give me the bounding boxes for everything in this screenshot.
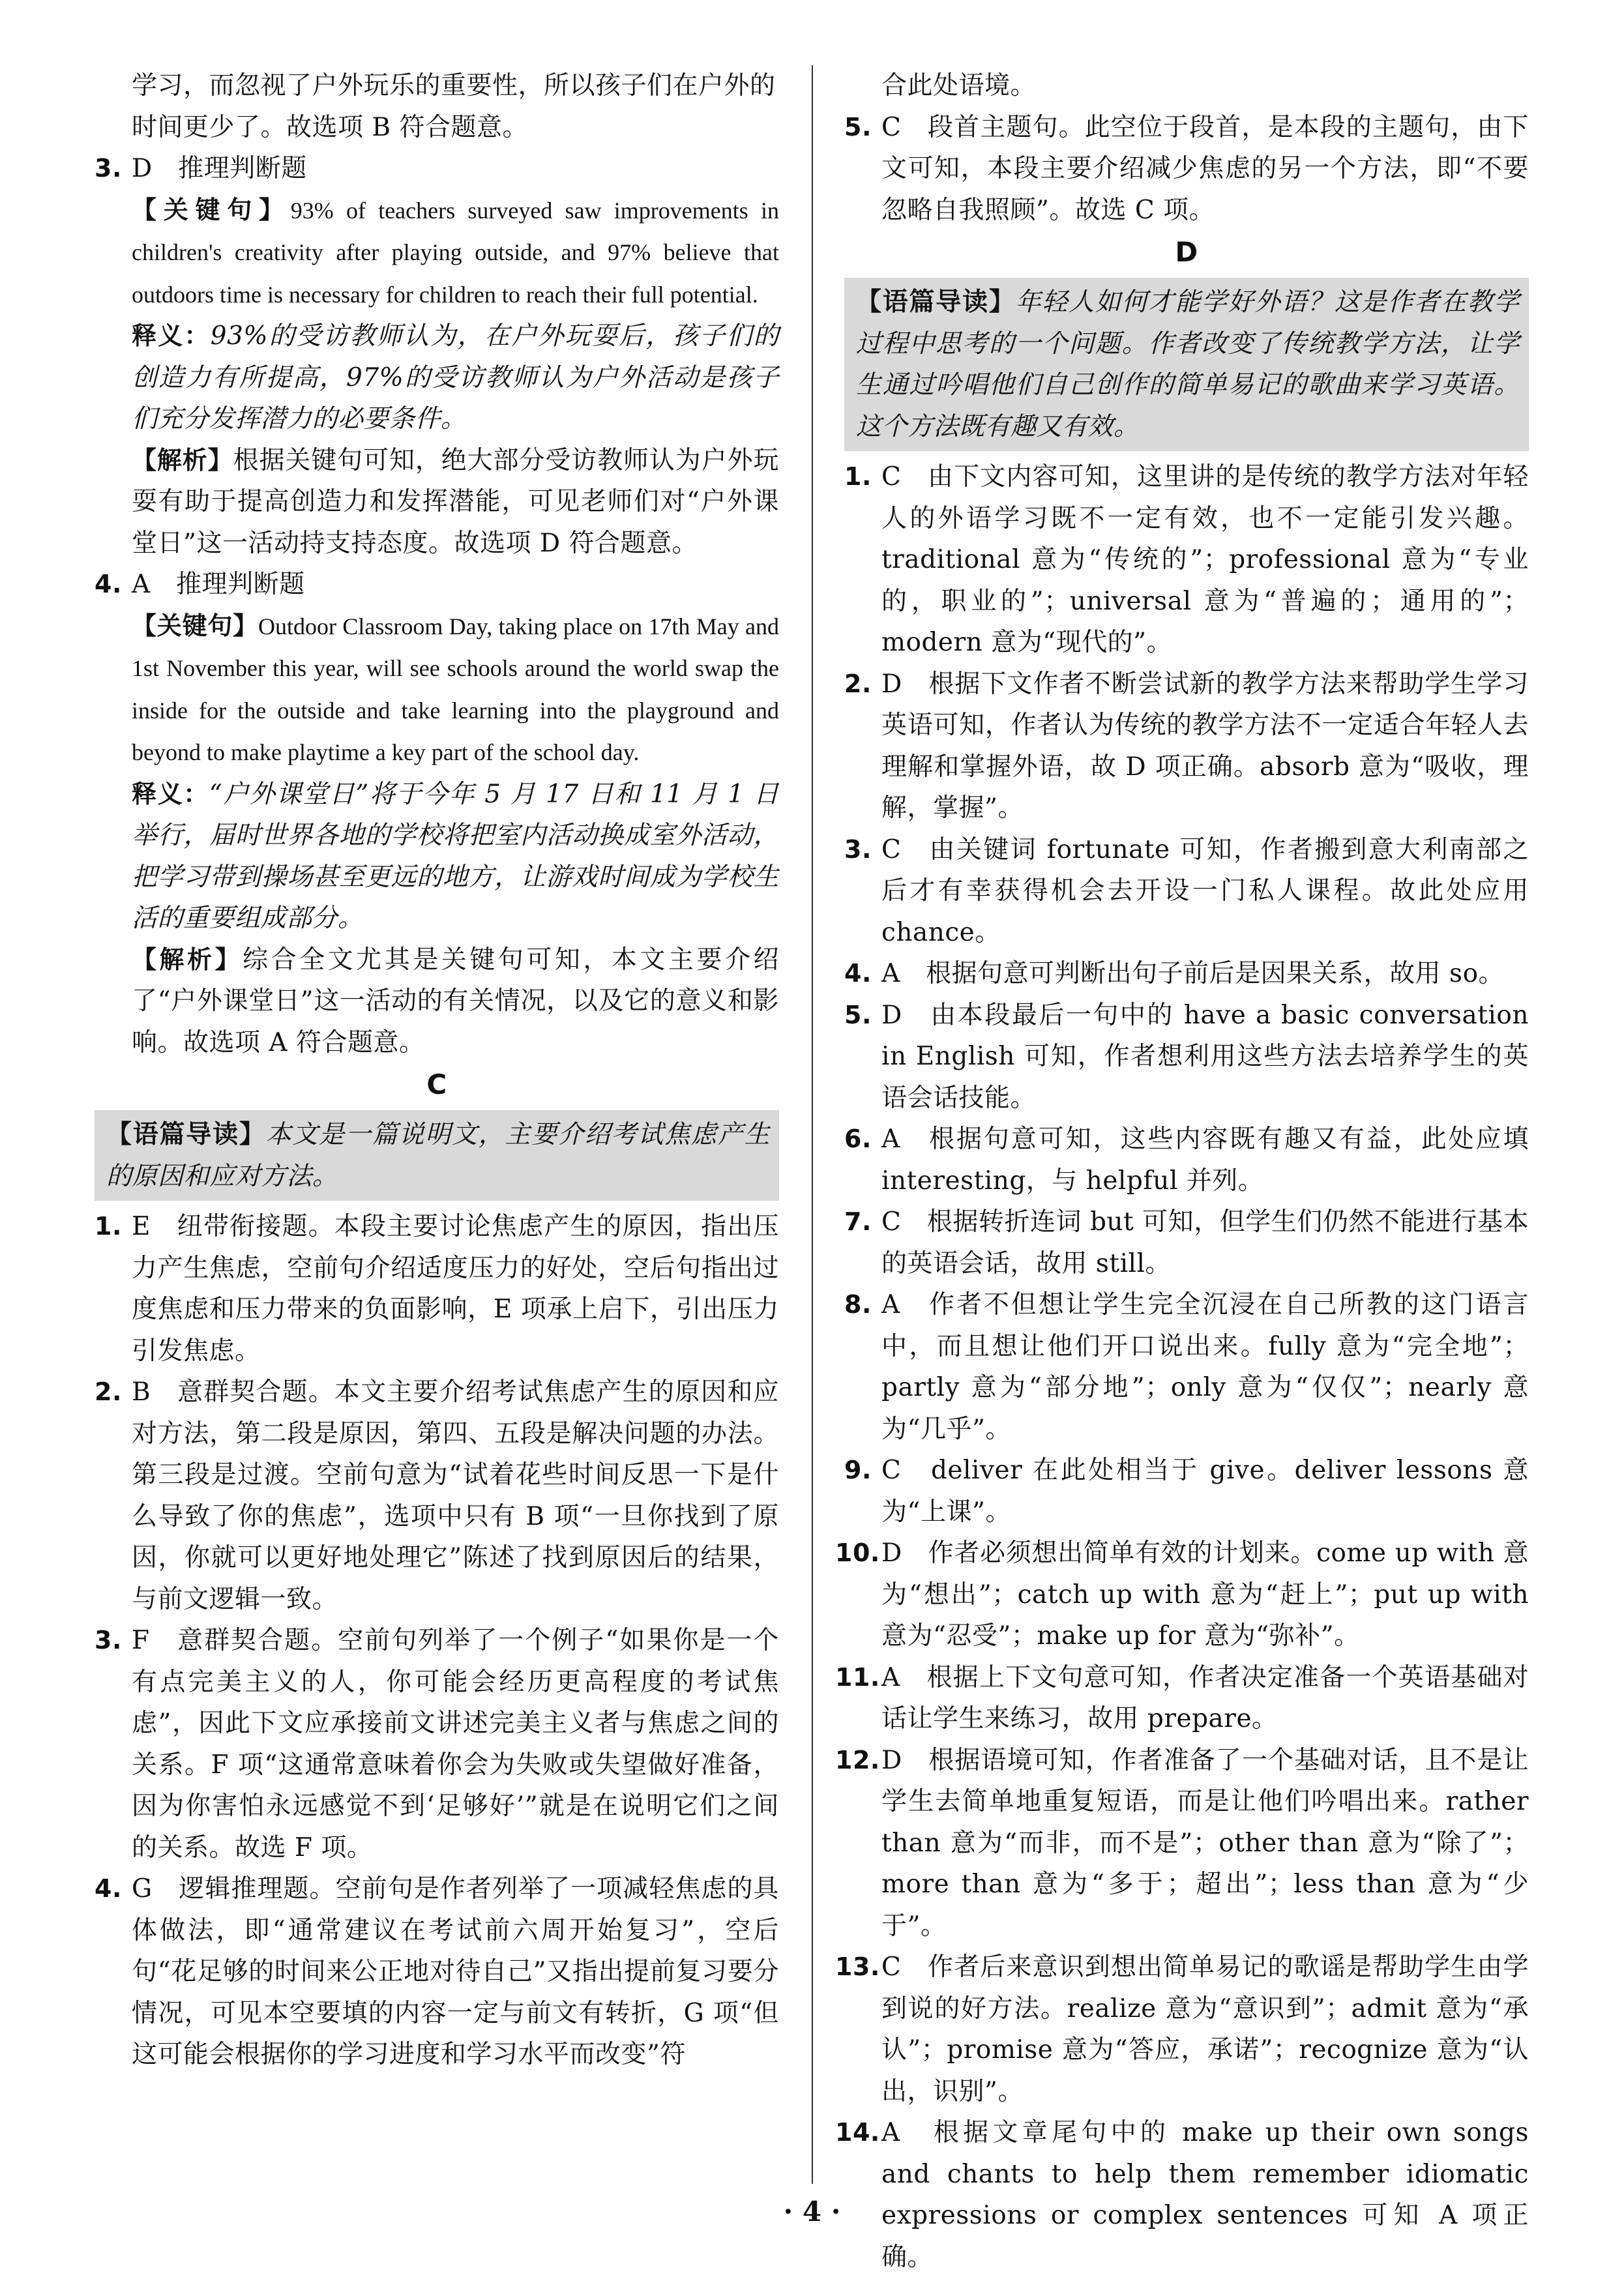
page-number: · 4 · xyxy=(783,2196,841,2228)
c-answer-4 xyxy=(95,1868,779,2076)
analysis-label: 【解析】 xyxy=(132,945,243,974)
analysis-text: 综合全文尤其是关键句可知，本文主要介绍了“户外课堂日”这一活动的有关情况，以及它的意义和影响。故选项 A 符合题意。 xyxy=(132,945,779,1057)
answer-number: 4. xyxy=(95,570,122,598)
answer-number: 5. xyxy=(844,112,872,141)
answer-number: 7. xyxy=(844,1207,872,1236)
section-d-guide xyxy=(844,278,1529,451)
continuation-line: 合此处语境。 xyxy=(881,71,1037,100)
answer-number: 3. xyxy=(95,154,122,183)
d-answer-1 xyxy=(844,456,1529,664)
answer-number: 9. xyxy=(844,1456,872,1484)
intro-line-2: 时间更少了。故选项 B 符合题意。 xyxy=(132,112,528,142)
answer-number: 12. xyxy=(835,1745,880,1774)
section-c-heading: C xyxy=(426,1068,447,1100)
analysis-text: 根据关键句可知，绝大部分受访教师认为户外玩耍有助于提高创造力和发挥潜能，可见老师们对“户外课堂日”这一活动持支持态度。故选项 D 符合题意。 xyxy=(132,445,779,558)
answer-number: 8. xyxy=(844,1290,872,1319)
answer-4 xyxy=(95,564,779,1063)
d-answer-12 xyxy=(835,1740,1529,1947)
analysis-label: 【解析】 xyxy=(132,445,233,475)
c-answer-1 xyxy=(95,1206,779,1372)
d-answer-3 xyxy=(844,829,1529,954)
d-answer-14 xyxy=(835,2112,1529,2278)
answer-3 xyxy=(95,148,779,564)
answer-number: 3. xyxy=(844,834,872,864)
answer-number: 5. xyxy=(844,1000,872,1029)
d-answer-9 xyxy=(844,1450,1529,1533)
c-answer-2 xyxy=(95,1372,779,1620)
answer-text: F 意群契合题。空前句列举了一个例子“如果你是一个有点完美主义的人，你可能会经历更高程度的考试焦虑”，因此下文应承接前文讲述完美主义者与焦虑之间的关系。F 项“这通常意味着你会为失败或失望做好准备，因为你害怕永远感觉不到‘足够好’”就是在说明它们之间的关系。故选 F 项。 xyxy=(132,1626,779,1862)
answer-text: D 根据语境可知，作者准备了一个基础对话，且不是让学生去简单地重复短语，而是让他们吟唱出来。rather than 意为“而非，而不是”；other than 意为“除了”；more than 意为“多于；超出”；less than 意为“少于”。 xyxy=(881,1745,1529,1941)
answer-text: A 根据上下文句意可知，作者决定准备一个英语基础对话让学生来练习，故用 prepare。 xyxy=(881,1662,1529,1733)
answer-text: C 由关键词 fortunate 可知，作者搬到意大利南部之后才有幸获得机会去开设一门私人课程。故此处应用 chance。 xyxy=(881,834,1529,947)
key-sentence-text: Outdoor Classroom Day, taking place on 17th May and 1st November this year, will see schools around the world swap the inside for the outside and take learning into the playground and beyond to make playtime a key part of the school day. xyxy=(132,613,779,765)
answer-text: C 根据转折连词 but 可知，但学生们仍然不能进行基本的英语会话，故用 still。 xyxy=(881,1207,1529,1278)
answer-text: E 纽带衔接题。本段主要讨论焦虑产生的原因，指出压力产生焦虑，空前句介绍适度压力的好处，空后句指出过度焦虑和压力带来的负面影响，E 项承上启下，引出压力引发焦虑。 xyxy=(132,1212,779,1366)
answer-head: A 推理判断题 xyxy=(132,570,305,599)
answer-text: G 逻辑推理题。空前句是作者列举了一项减轻焦虑的具体做法，即“通常建议在考试前六周开始复习”，空后句“花足够的时间来公正地对待自己”又指出提前复习要分情况，可见本空要填的内容一定与前文有转折，G 项“但这可能会根据你的学习进度和学习水平而改变”符 xyxy=(132,1874,779,2069)
answer-number: 10. xyxy=(835,1538,880,1567)
answer-number: 4. xyxy=(844,959,872,988)
d-answer-10 xyxy=(835,1533,1529,1657)
right-column xyxy=(835,65,1529,2278)
section-d-heading: D xyxy=(1175,236,1198,268)
answer-text: A 根据句意可判断出句子前后是因果关系，故用 so。 xyxy=(881,959,1505,988)
shiyi-label: 释义： xyxy=(132,321,211,350)
answer-text: C deliver 在此处相当于 give。deliver lessons 意为“上课”。 xyxy=(881,1456,1529,1527)
shiyi-label: 释义： xyxy=(132,779,209,808)
answer-text: D 根据下文作者不断尝试新的教学方法来帮助学生学习英语可知，作者认为传统的教学方法不一定适合年轻人去理解和掌握外语，故 D 项正确。absorb 意为“吸收，理解，掌握”。 xyxy=(881,669,1529,823)
key-sentence-text: 93% of teachers surveyed saw improvements in children's creativity after playing outside, and 97% believe that outdoors time is necessary for children to reach their full potential. xyxy=(132,197,779,308)
d-answer-4 xyxy=(844,953,1529,995)
d-answer-8 xyxy=(844,1284,1529,1450)
answer-number: 6. xyxy=(844,1125,872,1153)
d-answer-5 xyxy=(844,995,1529,1119)
answer-text: D 作者必须想出简单有效的计划来。come up with 意为“想出”；catch up with 意为“赶上”；put up with 意为“忍受”；make up for 意为“弥补”。 xyxy=(881,1538,1529,1651)
answer-number: 2. xyxy=(95,1377,122,1406)
guide-label: 【语篇导读】 xyxy=(106,1120,266,1149)
answer-text: A 根据句意可知，这些内容既有趣又有益，此处应填 interesting，与 helpful 并列。 xyxy=(881,1125,1529,1196)
answer-text: A 根据文章尾句中的 make up their own songs and chants to help them remember idiomatic expressions or complex sentences 可知 A 项正确。 xyxy=(881,2118,1529,2272)
answer-number: 11. xyxy=(835,1662,880,1692)
answer-text: C 作者后来意识到想出简单易记的歌谣是帮助学生由学到说的好方法。realize 意为“意识到”；admit 意为“承认”；promise 意为“答应，承诺”；recognize 意为“认出，识别”。 xyxy=(881,1952,1529,2106)
d-answer-13 xyxy=(835,1947,1529,2112)
d-answer-6 xyxy=(844,1119,1529,1201)
answer-number: 2. xyxy=(844,669,872,698)
key-sentence-label: 【关键句】 xyxy=(132,611,259,640)
guide-text: 年轻人如何才能学好外语？这是作者在教学过程中思考的一个问题。作者改变了传统教学方法，让学生通过吟唱他们自己创作的简单易记的歌曲来学习英语。这个方法既有趣又有效。 xyxy=(856,287,1520,441)
answer-text: B 意群契合题。本文主要介绍考试焦虑产生的原因和应对方法，第二段是原因，第四、五段是解决问题的办法。第三段是过渡。空前句意为“试着花些时间反思一下是什么导致了你的焦虑”，选项中只有 B 项“一旦你找到了原因，你就可以更好地处理它”陈述了找到原因后的结果，与前文逻辑一致。 xyxy=(132,1377,779,1614)
answer-number: 14. xyxy=(835,2118,880,2147)
answer-number: 13. xyxy=(835,1952,880,1981)
section-c-guide xyxy=(95,1110,779,1201)
shiyi-text: 93%的受访教师认为，在户外玩耍后，孩子们的创造力有所提高，97%的受访教师认为户外活动是孩子们充分发挥潜力的必要条件。 xyxy=(132,321,779,434)
left-column xyxy=(95,65,779,2076)
answer-text: C 段首主题句。此空位于段首，是本段的主题句，由下文可知，本段主要介绍减少焦虑的另一个方法，即“不要忽略自我照顾”。故选 C 项。 xyxy=(881,112,1529,225)
c-answer-5 xyxy=(844,107,1529,231)
c-answer-3 xyxy=(95,1620,779,1868)
answer-number: 1. xyxy=(95,1212,122,1241)
answer-number: 1. xyxy=(844,462,872,491)
answer-head: D 推理判断题 xyxy=(132,154,307,183)
key-sentence-label: 【关键句】 xyxy=(132,195,291,224)
answer-number: 4. xyxy=(95,1874,122,1903)
answer-text: C 由下文内容可知，这里讲的是传统的教学方法对年轻人的外语学习既不一定有效，也不一定能引发兴趣。traditional 意为“传统的”；professional 意为“专业的，职业的”；universal 意为“普遍的；通用的”；modern 意为“现代的”。 xyxy=(881,462,1529,657)
answer-text: A 作者不但想让学生完全沉浸在自己所教的这门语言中，而且想让他们开口说出来。fully 意为“完全地”；partly 意为“部分地”；only 意为“仅仅”；nearly 意为“几乎”。 xyxy=(881,1290,1529,1444)
column-divider xyxy=(812,65,813,2184)
shiyi-text: “户外课堂日”将于今年 5 月 17 日和 11 月 1 日举行，届时世界各地的学校将把室内活动换成室外活动，把学习带到操场甚至更远的地方，让游戏时间成为学校生活的重要组成部分。 xyxy=(132,779,779,933)
d-answer-11 xyxy=(835,1657,1529,1740)
d-answer-2 xyxy=(844,664,1529,829)
guide-label: 【语篇导读】 xyxy=(856,287,1016,317)
guide-text: 本文是一篇说明文，主要介绍考试焦虑产生的原因和应对方法。 xyxy=(106,1120,770,1191)
answer-number: 3. xyxy=(95,1626,122,1654)
d-answer-7 xyxy=(844,1201,1529,1284)
intro-line-1: 学习，而忽视了户外玩乐的重要性，所以孩子们在户外的 xyxy=(132,71,776,100)
answer-text: D 由本段最后一句中的 have a basic conversation in English 可知，作者想利用这些方法去培养学生的英语会话技能。 xyxy=(881,1000,1529,1113)
